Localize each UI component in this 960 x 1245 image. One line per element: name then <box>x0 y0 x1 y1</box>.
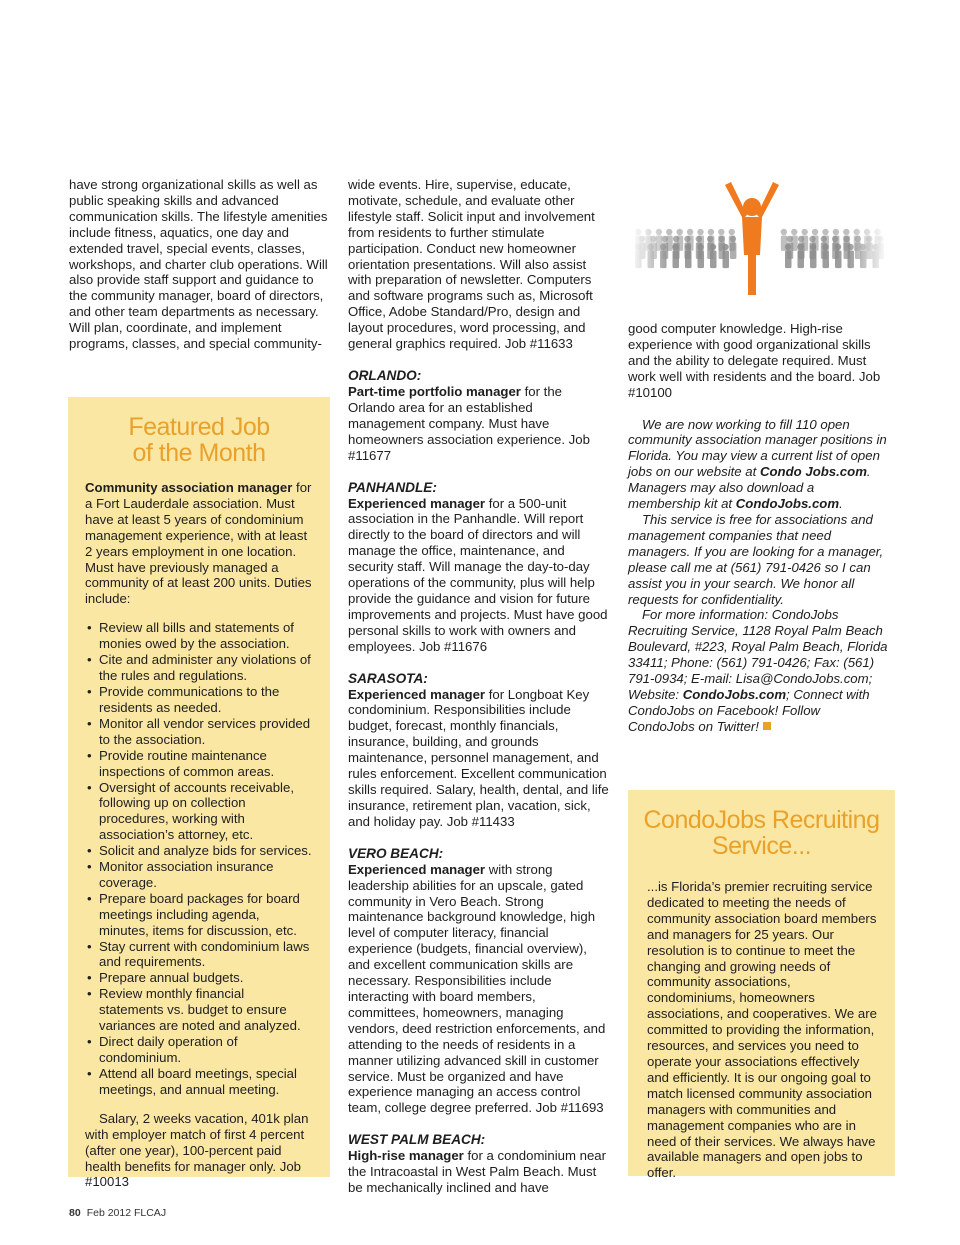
column-2 <box>348 177 610 1196</box>
col1-intro-paragraph: have strong organizational skills as well as public speaking skills and advanced communication skills. The lifestyle amenities include fitness, aquatics, one day and extended travel, special events, classes, workshops, and charter club operations. Will also provide staff support and guidance to the community manager, board of directors, and other team departments as necessary. Will plan, coordinate, and implement programs, classes, and special community- <box>69 177 328 352</box>
listing-description: for a 500-unit association in the Panhandle. Will report directly to the board of directors and will manage the office, maintenance, and security staff. Will manage the day-to-day operations of the community, plus will help provide the guidance and vision for future improvements and projects. Must have good personal skills to work with owners and employees. Job #11676 <box>348 495 608 654</box>
duty-item: • Stay current with condominium laws and requirements. <box>85 939 312 971</box>
page-footer <box>69 1206 166 1222</box>
free-service-paragraph: This service is free for associations and management companies that need managers. If you are looking for a manager, please call me at (561) 791-0426 so I can assist you in your search. We honor all requests for confidentiality. <box>628 511 884 607</box>
duty-item: • Cite and administer any violations of the rules and regulations. <box>85 652 312 684</box>
listing-job-title: Experienced manager <box>348 861 486 877</box>
recruiting-paragraph: ...is Florida’s premier recruiting service dedicated to meeting the needs of community association board members and managers for 25 years. Our resolution is to continue to meet the changing and growing needs of community associations, condominiums, homeowners associations, and cooperatives. We are committed to providing the information, resources, and services you need to operate your associations effectively and efficiently. It is our ongoing goal to match licensed community association managers with communities and management companies who are in need of their services. We always have available managers and open jobs to offer. <box>647 879 877 1181</box>
listing-paragraph <box>348 687 610 830</box>
duties-list <box>85 620 312 1097</box>
duty-item: • Solicit and analyze bids for services. <box>85 843 312 859</box>
listing-description: for the Orlando area for an established management company. Must have homeowners association experience. Job #11677 <box>348 383 590 463</box>
listing-paragraph <box>348 384 610 464</box>
duty-item: • Monitor association insurance coverage. <box>85 859 312 891</box>
listing-region-heading: SARASOTA: <box>348 670 428 686</box>
duty-item: • Attend all board meetings, special meetings, and annual meeting. <box>85 1066 312 1098</box>
listing-paragraph <box>348 1148 610 1196</box>
condojobs-link[interactable]: Condo Jobs.com <box>759 464 867 480</box>
listing-job-title: High-rise manager <box>348 1148 464 1164</box>
featured-job-box <box>68 397 330 1190</box>
listing-region-heading: VERO BEACH: <box>348 845 444 861</box>
condojobs-recruiting-box <box>628 790 895 1181</box>
open-positions-paragraph: We are now working to fill 110 open community association manager positions in Florida. You may view a current list of open jobs on our website at Condo Jobs.com. Managers may also download a membership kit at CondoJobs.com. <box>628 416 887 512</box>
page-number: 80 <box>69 1207 81 1219</box>
issue-label: Feb 2012 FLCAJ <box>86 1207 167 1219</box>
end-mark-icon <box>763 722 771 730</box>
duty-item: • Monitor all vendor services provided to the association. <box>85 716 312 748</box>
listing-description: with strong leadership abilities for an upscale, gated community in Vero Beach. Strong maintenance background knowledge, high level of computer literacy, financial experience (budgets, financial overview), and excellent communication skills are necessary. Responsibilities include interacting with board members, committees, homeowners, managing vendors, deed restriction enforcements, and attending to the needs of residents in a manner utilizing advanced skill in customer service. Must be organized and have experience managing an access control team, college degree preferred. Job #11693 <box>348 861 606 1116</box>
featured-lead-paragraph: Community association manager for a Fort Lauderdale association. Must have at least 5 years of condominium management experience, with at least 2 years employment in one location. Must have previously managed a community of at least 200 units. Duties include: <box>85 480 312 607</box>
listing-description: for a condominium near the Intracoastal in West Palm Beach. Must be mechanically inclined and have <box>348 1148 607 1196</box>
featured-job-title: Featured Job of the Month <box>128 413 270 467</box>
duty-item: • Review monthly financial statements vs. budget to ensure variances are noted and analyzed. <box>85 986 312 1034</box>
website-link[interactable]: CondoJobs.com <box>682 686 787 702</box>
recruiting-box-title: CondoJobs Recruiting Service... <box>643 806 880 860</box>
duty-item: • Provide communications to the residents as needed. <box>85 684 312 716</box>
col2-continuation-paragraph: wide events. Hire, supervise, educate, motivate, schedule, and evaluate other lifestyle staff. Solicit input and involvement from residents to further stimulate participation. Conduct new homeowner orientation presentations. Will also assist with preparation of newsletter. Computers and software programs such as, Microsoft Office, Adobe Standard/Pro, design and layout procedures, word processing, and general graphics required. Job #11633 <box>348 177 595 352</box>
listing-job-title: Experienced manager <box>348 686 486 702</box>
listing-region-heading: WEST PALM BEACH: <box>348 1132 486 1148</box>
recruiting-box-body <box>628 879 895 1181</box>
listing-paragraph <box>348 862 610 1117</box>
crowd-leader-illustration <box>630 177 888 307</box>
contact-info-paragraph: For more information: CondoJobs Recruiting Service, 1128 Royal Palm Beach Boulevard, #223, Royal Palm Beach, Florida 33411; Phone: (561) 791-0426; Fax: (561) 791-0934; E-mail: Lisa@CondoJobs.com; Website: CondoJobs.com; Connect with CondoJobs on Facebook! Follow CondoJobs on Twitter! <box>628 607 888 734</box>
duty-item: • Review all bills and statements of monies owed by the association. <box>85 620 312 652</box>
duty-item: • Prepare annual budgets. <box>85 970 312 986</box>
job-listings <box>348 368 610 1196</box>
listing-region-heading: ORLANDO: <box>348 367 422 383</box>
col3-continuation-paragraph: good computer knowledge. High-rise experience with good organizational skills and the ability to delegate required. Must work well with residents and the board. Job #10100 <box>628 321 881 400</box>
duty-item: • Direct daily operation of condominium. <box>85 1034 312 1066</box>
duty-item: • Oversight of accounts receivable, following up on collection procedures, working with association’s attorney, etc. <box>85 780 312 844</box>
column-1 <box>69 177 331 352</box>
duty-item: • Provide routine maintenance inspections of common areas. <box>85 748 312 780</box>
featured-job-body <box>68 480 330 1190</box>
listing-job-title: Part-time portfolio manager <box>348 383 521 399</box>
listing-job-title: Experienced manager <box>348 495 486 511</box>
listing-description: for Longboat Key condominium. Responsibilities include budget, forecast, monthly financials, insurance, building, and grounds maintenance, personnel management, and rules enforcement. Excellent communication skills required. Salary, health, dental, and life insurance, retirement plan, vacation, sick, and holiday pay. Job #11433 <box>348 686 609 829</box>
featured-closing-paragraph: Salary, 2 weeks vacation, 401k plan with employer match of first 4 percent (after one year), 100-percent paid health benefits for manager only. Job #10013 <box>85 1110 309 1190</box>
duty-item: • Prepare board packages for board meetings including agenda, minutes, items for discussion, etc. <box>85 891 312 939</box>
listing-paragraph <box>348 496 610 655</box>
column-3 <box>628 321 890 735</box>
condojobs-notice <box>628 417 890 735</box>
condojobs-link-2[interactable]: CondoJobs.com <box>735 496 840 512</box>
listing-region-heading: PANHANDLE: <box>348 479 437 495</box>
